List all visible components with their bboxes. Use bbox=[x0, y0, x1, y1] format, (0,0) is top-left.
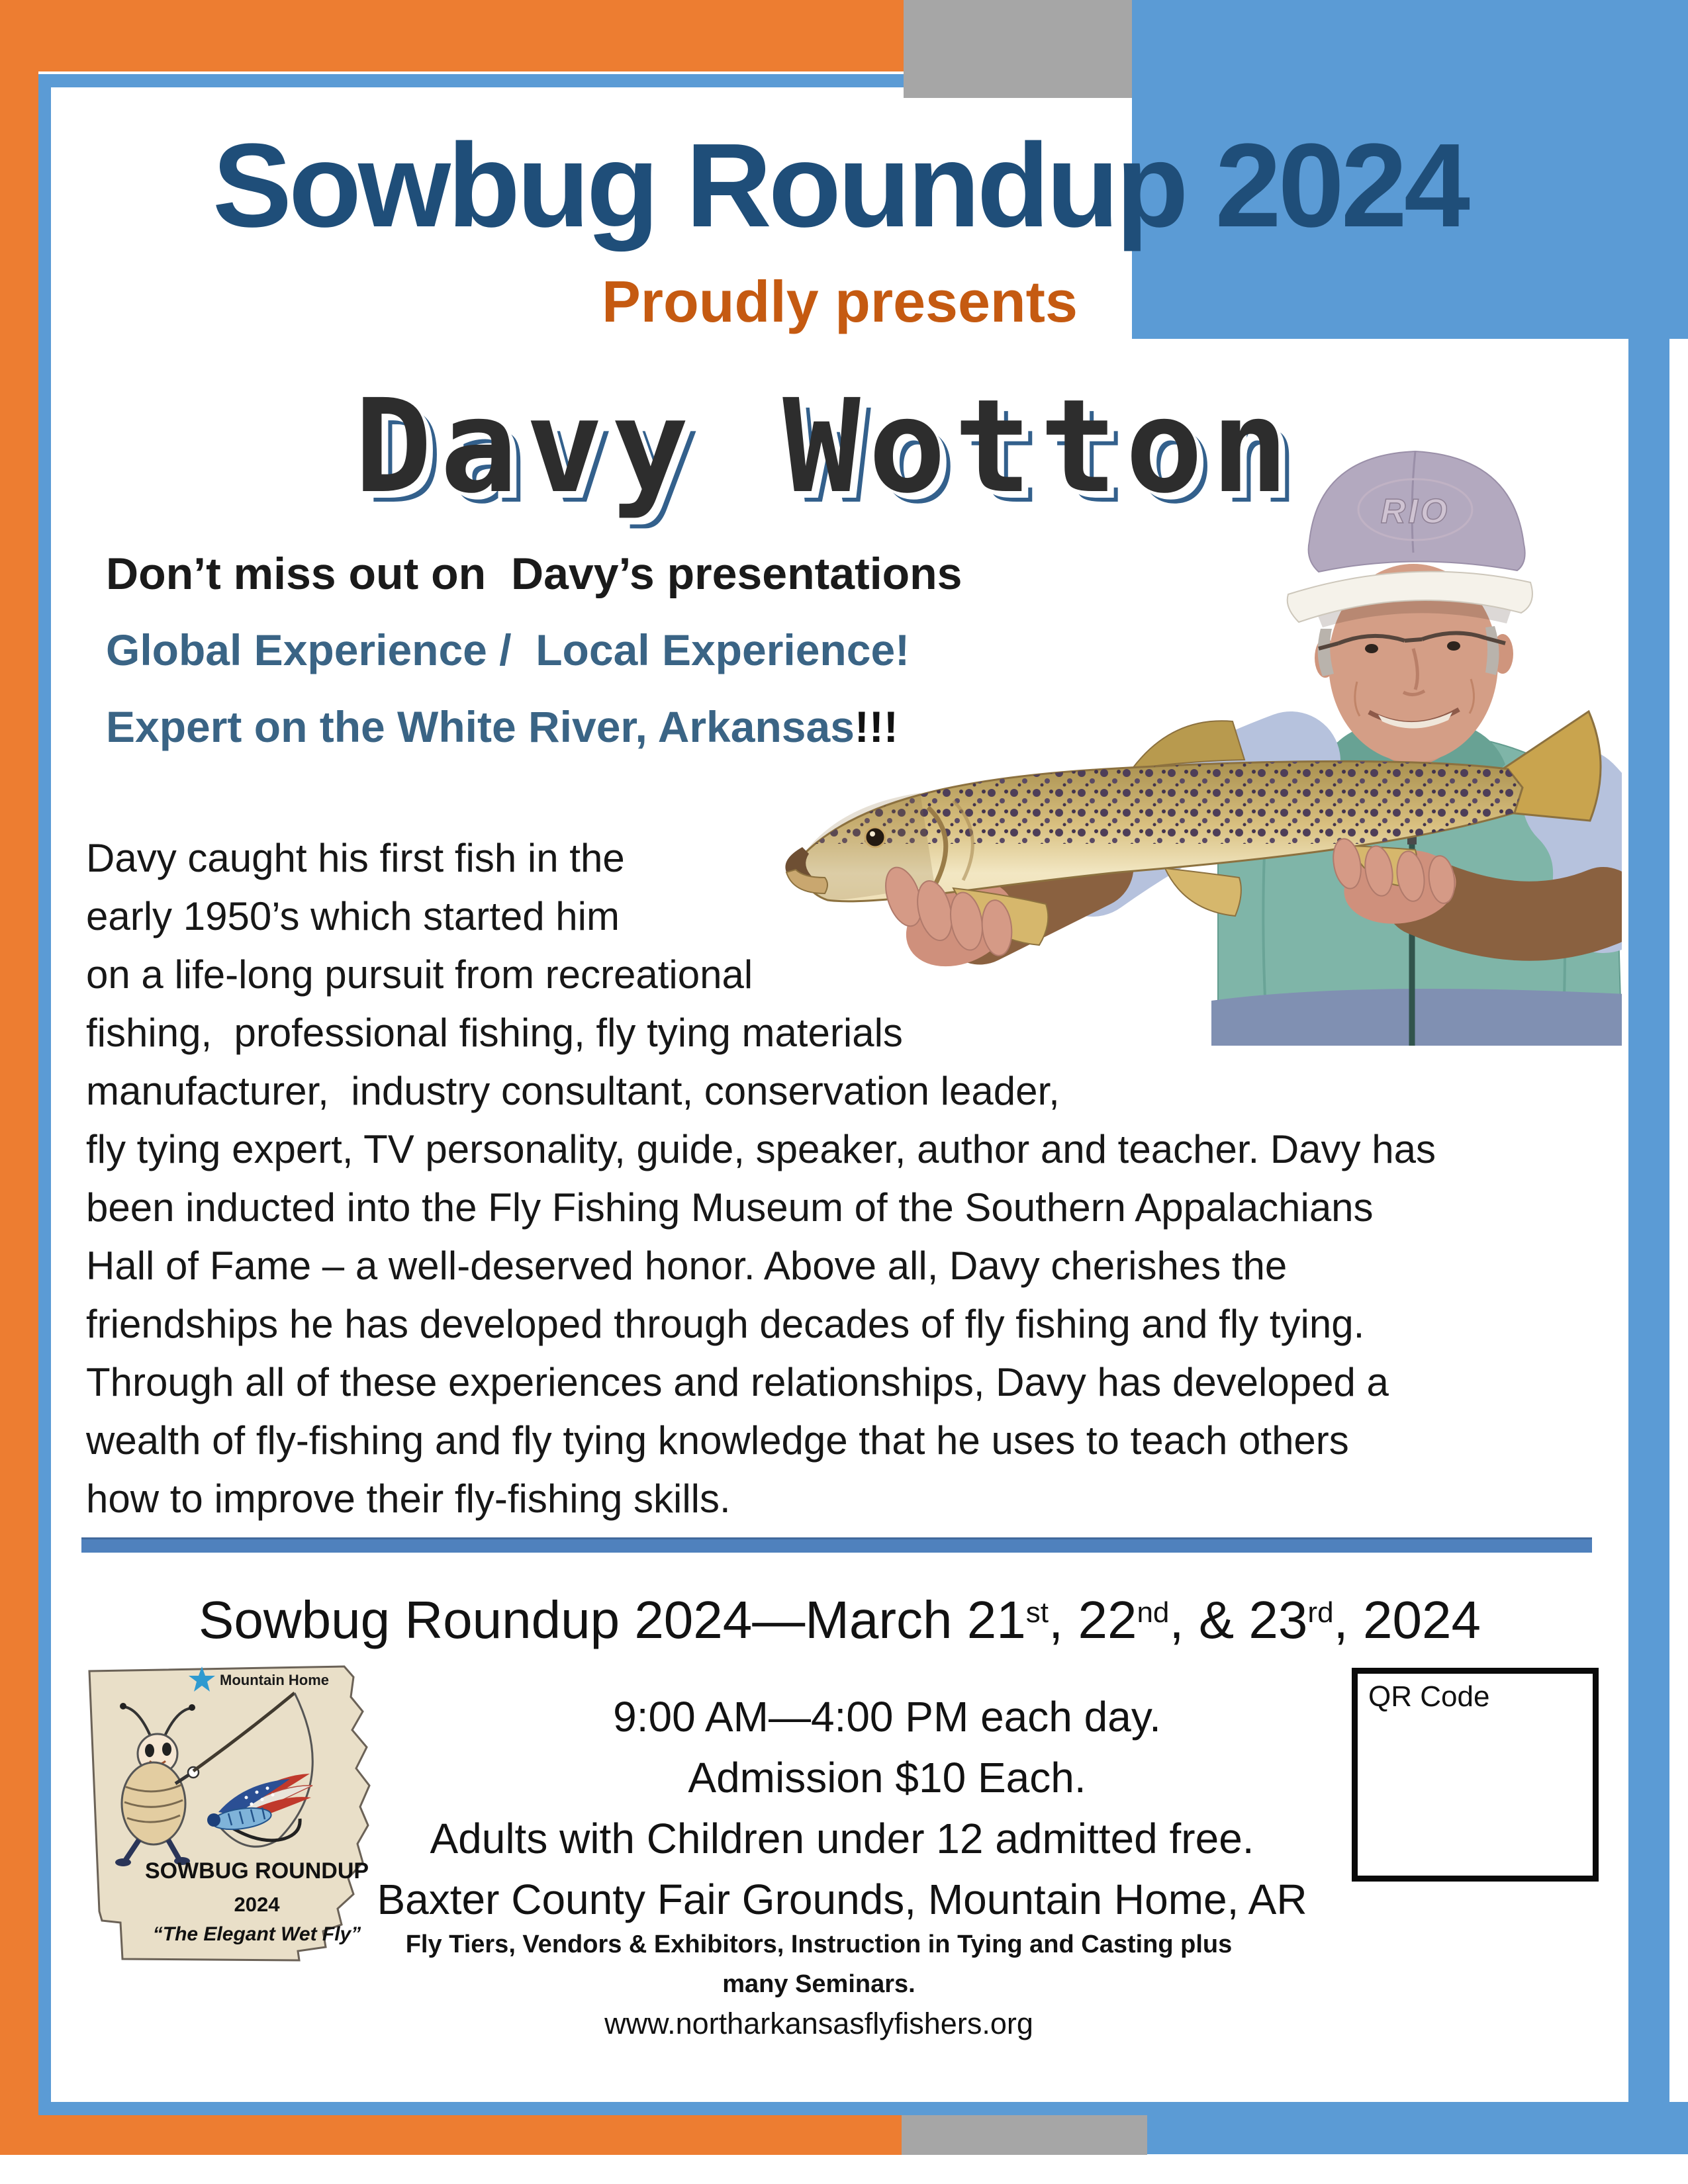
logo-title: SOWBUG ROUNDUP bbox=[144, 1858, 369, 1884]
bio-line: how to improve their fly-fishing skills. bbox=[86, 1477, 731, 1521]
bio-line: early 1950’s which started him bbox=[86, 894, 620, 938]
bio-line: Through all of these experiences and relationships, Davy has developed a bbox=[86, 1360, 1389, 1404]
bio-line: manufacturer, industry consultant, conservation leader, bbox=[86, 1069, 1060, 1113]
logo-year: 2024 bbox=[234, 1893, 280, 1916]
logo-tagline: “The Elegant Wet Fly” bbox=[152, 1923, 361, 1945]
gray-block-bottom bbox=[902, 2115, 1147, 2155]
bio-line: wealth of fly-fishing and fly tying knowledge that he uses to teach others bbox=[86, 1418, 1349, 1463]
event-hours: 9:00 AM—4:00 PM each day. bbox=[613, 1693, 1161, 1741]
event-extras-line: many Seminars. bbox=[722, 1970, 915, 1998]
qr-placeholder bbox=[1352, 1668, 1599, 1882]
orange-block-top bbox=[0, 0, 904, 71]
blue-corner-block-bottom-right bbox=[1147, 2102, 1688, 2154]
bio-line: friendships he has developed through decades of fly fishing and fly tying. bbox=[86, 1302, 1365, 1346]
event-children-policy: Adults with Children under 12 admitted free. bbox=[430, 1815, 1254, 1862]
cap-logo-text: RIO bbox=[1380, 492, 1450, 531]
event-extras bbox=[91, 1925, 1547, 2004]
event-heading-text: , 2024 bbox=[1333, 1590, 1481, 1649]
logo-city-label: Mountain Home bbox=[220, 1672, 329, 1688]
highlight-line-1: Don’t miss out on Davy’s presentations bbox=[106, 549, 962, 599]
orange-left-column bbox=[0, 0, 38, 2155]
event-location: Baxter County Fair Grounds, Mountain Home, AR bbox=[377, 1876, 1307, 1923]
gray-block-top bbox=[904, 0, 1132, 98]
bio-paragraph bbox=[86, 829, 1436, 1528]
event-admission: Admission $10 Each. bbox=[688, 1754, 1086, 1801]
ordinal-suffix: rd bbox=[1307, 1596, 1334, 1629]
bio-line: Hall of Fame – a well-deserved honor. Above all, Davy cherishes the bbox=[86, 1244, 1288, 1288]
event-details-primary bbox=[225, 1686, 1549, 1808]
bio-line: fishing, professional fishing, fly tying materials bbox=[86, 1011, 903, 1055]
highlight-line-3-exclamations: !!! bbox=[854, 702, 898, 751]
website-link[interactable]: www.northarkansasflyfishers.org bbox=[604, 2007, 1033, 2040]
highlight-line-2: Global Experience / Local Experience! bbox=[106, 625, 910, 674]
bio-line: fly tying expert, TV personality, guide, speaker, author and teacher. Davy has bbox=[86, 1127, 1436, 1171]
ordinal-suffix: st bbox=[1025, 1596, 1049, 1629]
section-divider bbox=[81, 1537, 1592, 1553]
bio-line: been inducted into the Fly Fishing Museum of the Southern Appalachians bbox=[86, 1185, 1374, 1230]
event-heading-text: , 22 bbox=[1049, 1590, 1137, 1649]
event-heading-text: , & 23 bbox=[1169, 1590, 1308, 1649]
highlight-line-3-text: Expert on the White River, Arkansas bbox=[106, 702, 855, 751]
bio-line: on a life-long pursuit from recreational bbox=[86, 952, 753, 997]
bio-line: Davy caught his first fish in the bbox=[86, 836, 625, 880]
page-title: Sowbug Roundup 2024 bbox=[212, 119, 1468, 252]
banner-subtitle: Proudly presents bbox=[602, 269, 1078, 334]
orange-block-bottom bbox=[0, 2115, 902, 2155]
event-heading bbox=[51, 1590, 1628, 1651]
speaker-name: Davy Wotton bbox=[354, 371, 1297, 522]
event-details-secondary bbox=[159, 1808, 1525, 1930]
qr-label: QR Code bbox=[1368, 1680, 1490, 1713]
ordinal-suffix: nd bbox=[1137, 1596, 1170, 1629]
event-extras-line: Fly Tiers, Vendors & Exhibitors, Instruction in Tying and Casting plus bbox=[405, 1931, 1233, 1958]
event-heading-text: Sowbug Roundup 2024—March 21 bbox=[199, 1590, 1026, 1649]
